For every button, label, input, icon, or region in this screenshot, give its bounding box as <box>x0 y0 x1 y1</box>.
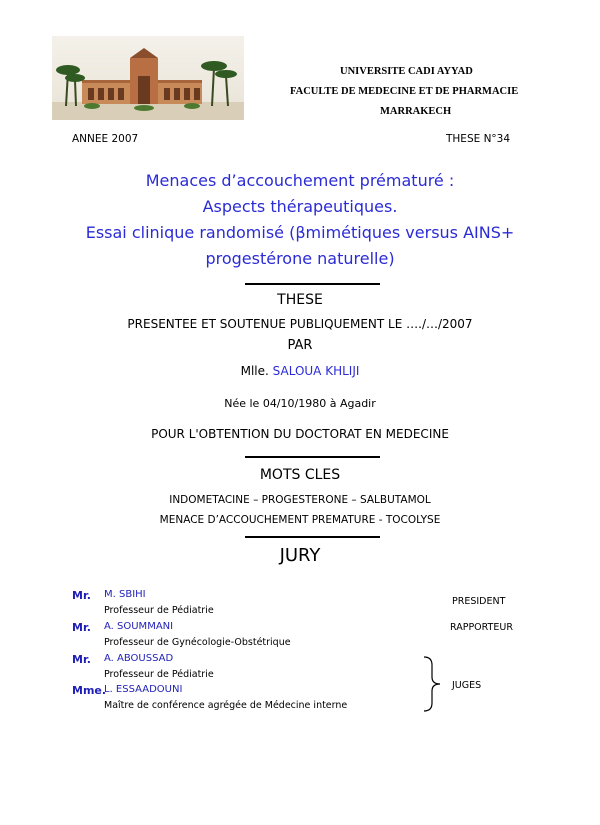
presentation-line: PRESENTEE ET SOUTENUE PUBLIQUEMENT LE …./…/2007 <box>127 317 473 331</box>
keywords-line-1: INDOMETACINE – PROGESTERONE – SALBUTAMOL <box>169 494 431 506</box>
jury-name-1: M. SBIHI <box>104 589 146 600</box>
faculty-building-logo-icon <box>52 36 244 120</box>
jury-title-3: Mr. <box>72 653 91 666</box>
jury-position-4: Maître de conférence agrégée de Médecine interne <box>104 700 348 711</box>
jury-title-4: Mme. <box>72 684 107 697</box>
city-name: MARRAKECH <box>380 106 452 117</box>
jury-name-2: A. SOUMMANI <box>104 621 174 632</box>
divider-3 <box>245 536 380 538</box>
juges-label: JUGES <box>452 680 482 691</box>
jury-title-1: Mr. <box>72 589 91 602</box>
jury-position-2: Professeur de Gynécologie-Obstétrique <box>104 637 291 648</box>
divider-1 <box>245 283 380 285</box>
birth-line: Née le 04/10/1980 à Agadir <box>224 397 376 410</box>
title-line-2: Aspects thérapeutiques. <box>202 197 398 216</box>
degree-line: POUR L'OBTENTION DU DOCTORAT EN MEDECINE <box>151 427 449 441</box>
divider-2 <box>245 456 380 458</box>
jury-role-rapporteur: RAPPORTEUR <box>450 622 513 633</box>
title-line-1: Menaces d’accouchement prématuré : <box>145 171 455 190</box>
par-label: PAR <box>287 338 313 353</box>
jury-role-president: PRESIDENT <box>452 596 506 607</box>
author-prefix: Mlle. <box>240 364 269 378</box>
these-heading: THESE <box>277 292 323 308</box>
year-label: ANNEE 2007 <box>72 133 139 145</box>
faculty-name: FACULTE DE MEDECINE ET DE PHARMACIE <box>290 86 519 97</box>
jury-position-1: Professeur de Pédiatrie <box>104 605 214 616</box>
right-brace-icon <box>422 655 444 713</box>
jury-heading: JURY <box>279 545 321 566</box>
jury-name-3: A. ABOUSSAD <box>104 653 174 664</box>
these-number: THESE N°34 <box>446 133 511 145</box>
university-name: UNIVERSITE CADI AYYAD <box>340 66 473 77</box>
jury-position-3: Professeur de Pédiatrie <box>104 669 214 680</box>
keywords-heading: MOTS CLES <box>259 467 341 483</box>
title-line-3: Essai clinique randomisé (βmimétiques versus AINS+ <box>85 223 515 242</box>
title-line-4: progestérone naturelle) <box>205 249 395 268</box>
jury-title-2: Mr. <box>72 621 91 634</box>
author-name: SALOUA KHLIJI <box>272 364 360 378</box>
jury-name-4: L. ESSAADOUNI <box>104 684 183 695</box>
keywords-line-2: MENACE D’ACCOUCHEMENT PREMATURE - TOCOLYSE <box>159 514 441 526</box>
author-line <box>0 364 600 378</box>
